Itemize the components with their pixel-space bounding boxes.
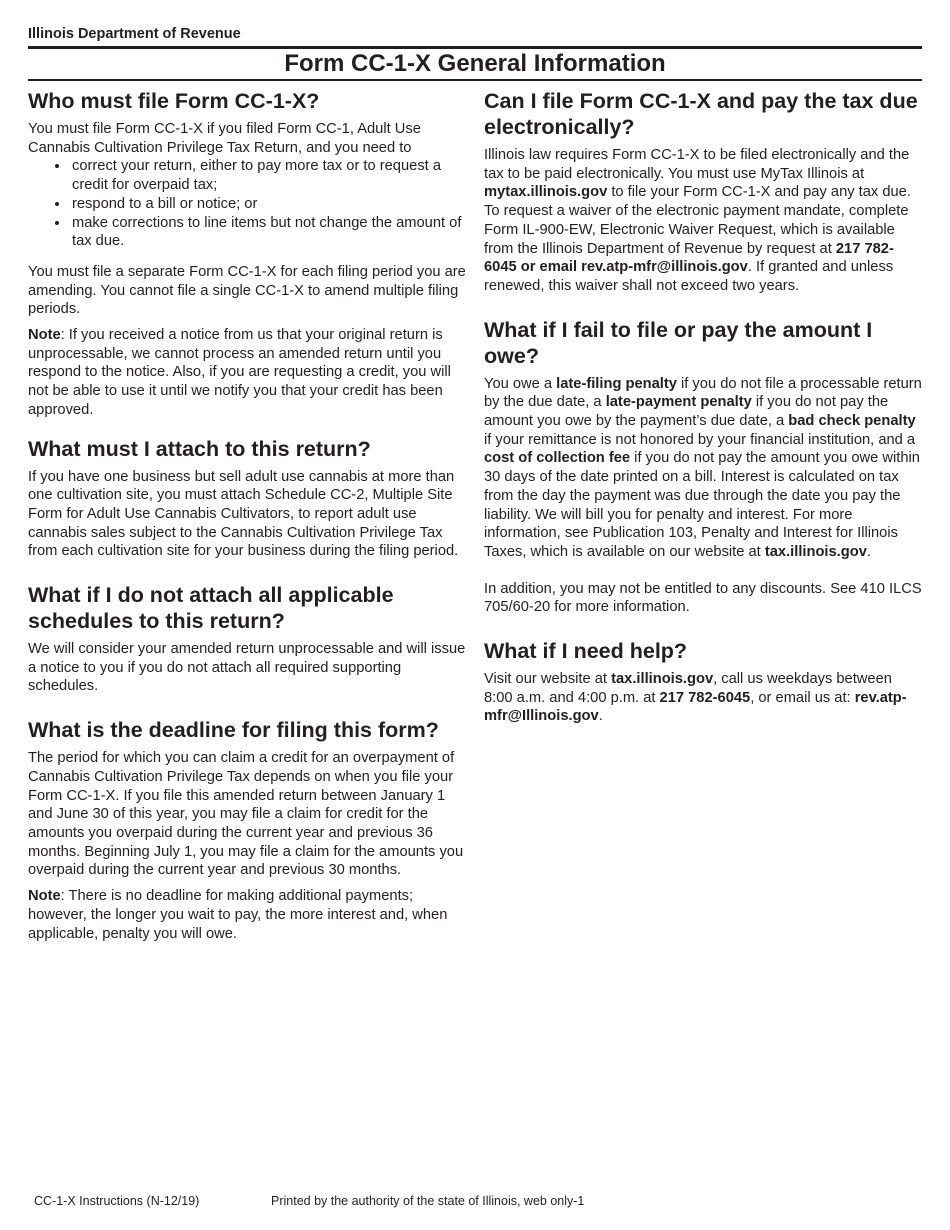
right-column [484, 88, 924, 733]
text-run: . [598, 708, 603, 725]
paragraph: We will consider your amended return unprocessable and will issue a notice to you if you do not attach all required supporting schedules. [28, 641, 466, 695]
text-run: . [866, 543, 871, 560]
section-not-attach [28, 582, 468, 696]
note-paragraph [28, 887, 468, 943]
email-link[interactable]: rev.atp-mfr@Illinois.gov [484, 689, 907, 725]
text-run: You owe a [484, 375, 557, 392]
paragraph [484, 375, 924, 562]
header-rule-top [28, 46, 922, 49]
text-run: if you do not pay the amount you owe by the payment’s due date, a [484, 394, 889, 430]
section-heading: What is the deadline for filing this form? [28, 718, 439, 743]
text-run: , or email us at: [750, 689, 855, 706]
header-rule-bottom [28, 79, 922, 81]
note-label: Note [28, 888, 61, 905]
text-run: if you do not pay the amount you owe within 30 days of the date printed on a bill. Interest is calculated on tax from the day the payment was due through the date you pay the liability. We will bill you for penalty and interest. For more information, see Publication 103, Penalty and Interest for Illinois Taxes, which is available on our website at [484, 450, 920, 560]
paragraph: You must file Form CC-1-X if you filed Form CC-1, Adult Use Cannabis Cultivation Privilege Tax Return, and you need to [28, 121, 421, 156]
list-item: • correct your return, either to pay more tax or to request a credit for overpaid tax; [70, 157, 468, 194]
note-label: Note [28, 327, 61, 344]
text-run: Visit our website at [484, 671, 612, 688]
list-item: • make corrections to line items but not change the amount of tax due. [70, 214, 468, 251]
paragraph [484, 670, 924, 726]
text-run: Illinois law requires Form CC-1-X to be filed electronically and the tax to be paid electronically. You must use MyTax Illinois at [484, 147, 910, 182]
paragraph: In addition, you may not be entitled to any discounts. See 410 ILCS 705/60-20 for more information. [484, 580, 922, 616]
section-heading: Can I file Form CC-1-X and pay the tax due electronically? [484, 89, 918, 139]
text-run: if your remittance is not honored by your financial institution, and a [484, 431, 916, 448]
paragraph: If you have one business but sell adult use cannabis at more than one cultivation site, you must attach Schedule CC-2, Multiple Site Form for Adult Use Cannabis Cultivators, to report adult use cannabis sales subject to the Cannabis Cultivation Privilege Tax from each cultivation site for your business during the filing period. [28, 468, 459, 560]
text-run: . If granted and unless renewed, this waiver shall not exceed two years. [484, 259, 894, 294]
section-heading: What if I do not attach all applicable schedules to this return? [28, 583, 394, 634]
section-electronic [484, 88, 924, 296]
footer-form-id: CC-1-X Instructions (N-12/19) [34, 1194, 200, 1208]
bold-term: late-filing penalty [556, 375, 677, 392]
bullet-list [28, 157, 468, 251]
agency-name: Illinois Department of Revenue [28, 26, 241, 42]
left-column [28, 88, 468, 950]
contact-phone-email[interactable]: 217 782-6045 or email rev.atp-mfr@illinois.gov [484, 240, 894, 276]
bold-term: cost of collection fee [484, 450, 631, 467]
section-heading: What must I attach to this return? [28, 436, 371, 461]
note-paragraph [28, 326, 468, 420]
list-item: • respond to a bill or notice; or [70, 195, 468, 214]
footer-authority: Printed by the authority of the state of Illinois, web only-1 [271, 1194, 585, 1208]
note-text: : If you received a notice from us that your original return is unprocessable, we cannot process an amended return until you respond to the notice. Also, if you are requesting a credit, you will not be able to use it until we notify you that your credit has been approved. [28, 327, 451, 418]
website-link[interactable]: tax.illinois.gov [764, 543, 867, 560]
section-help [484, 638, 924, 726]
phone-number[interactable]: 217 782-6045 [659, 689, 751, 706]
section-heading: What if I fail to file or pay the amount I owe? [484, 317, 873, 368]
section-who-must-file [28, 88, 468, 420]
text-run: to file your Form CC-1-X and pay any tax due. To request a waiver of the electronic payment mandate, complete Form IL-900-EW, Electronic Waiver Request, which is available from the Illinois Department of Revenue by request at [484, 184, 911, 257]
text-run: if you do not file a processable return by the due date, a [484, 375, 922, 411]
section-heading: Who must file Form CC-1-X? [28, 89, 320, 113]
paragraph: You must file a separate Form CC-1-X for each filing period you are amending. You cannot file a single CC-1-X to amend multiple filing periods. [28, 263, 466, 318]
section-fail-to-file [484, 317, 924, 617]
paragraph: The period for which you can claim a credit for an overpayment of Cannabis Cultivation Privilege Tax depends on when you file your Form CC-1-X. If you file this amended return between January 1 and June 30 of this year, you may file a claim for credit for the amounts you overpaid during the current year and previous 36 months. Beginning July 1, you may file a claim for the amounts you overpaid during the current year and previous 30 months. [28, 750, 464, 879]
section-attach [28, 436, 468, 562]
bold-term: late-payment penalty [605, 394, 752, 411]
note-text: : There is no deadline for making additional payments; however, the longer you wait to pay, the more interest and, when applicable, penalty you will owe. [28, 888, 448, 942]
website-link[interactable]: tax.illinois.gov [611, 671, 714, 688]
bold-term: bad check penalty [788, 413, 916, 430]
text-run: , call us weekdays between 8:00 a.m. and 4:00 p.m. at [484, 671, 892, 706]
section-heading: What if I need help? [484, 639, 688, 664]
paragraph [484, 146, 924, 296]
section-deadline [28, 717, 468, 943]
website-link[interactable]: mytax.illinois.gov [484, 184, 608, 201]
page-title: Form CC-1-X General Information [284, 50, 666, 77]
